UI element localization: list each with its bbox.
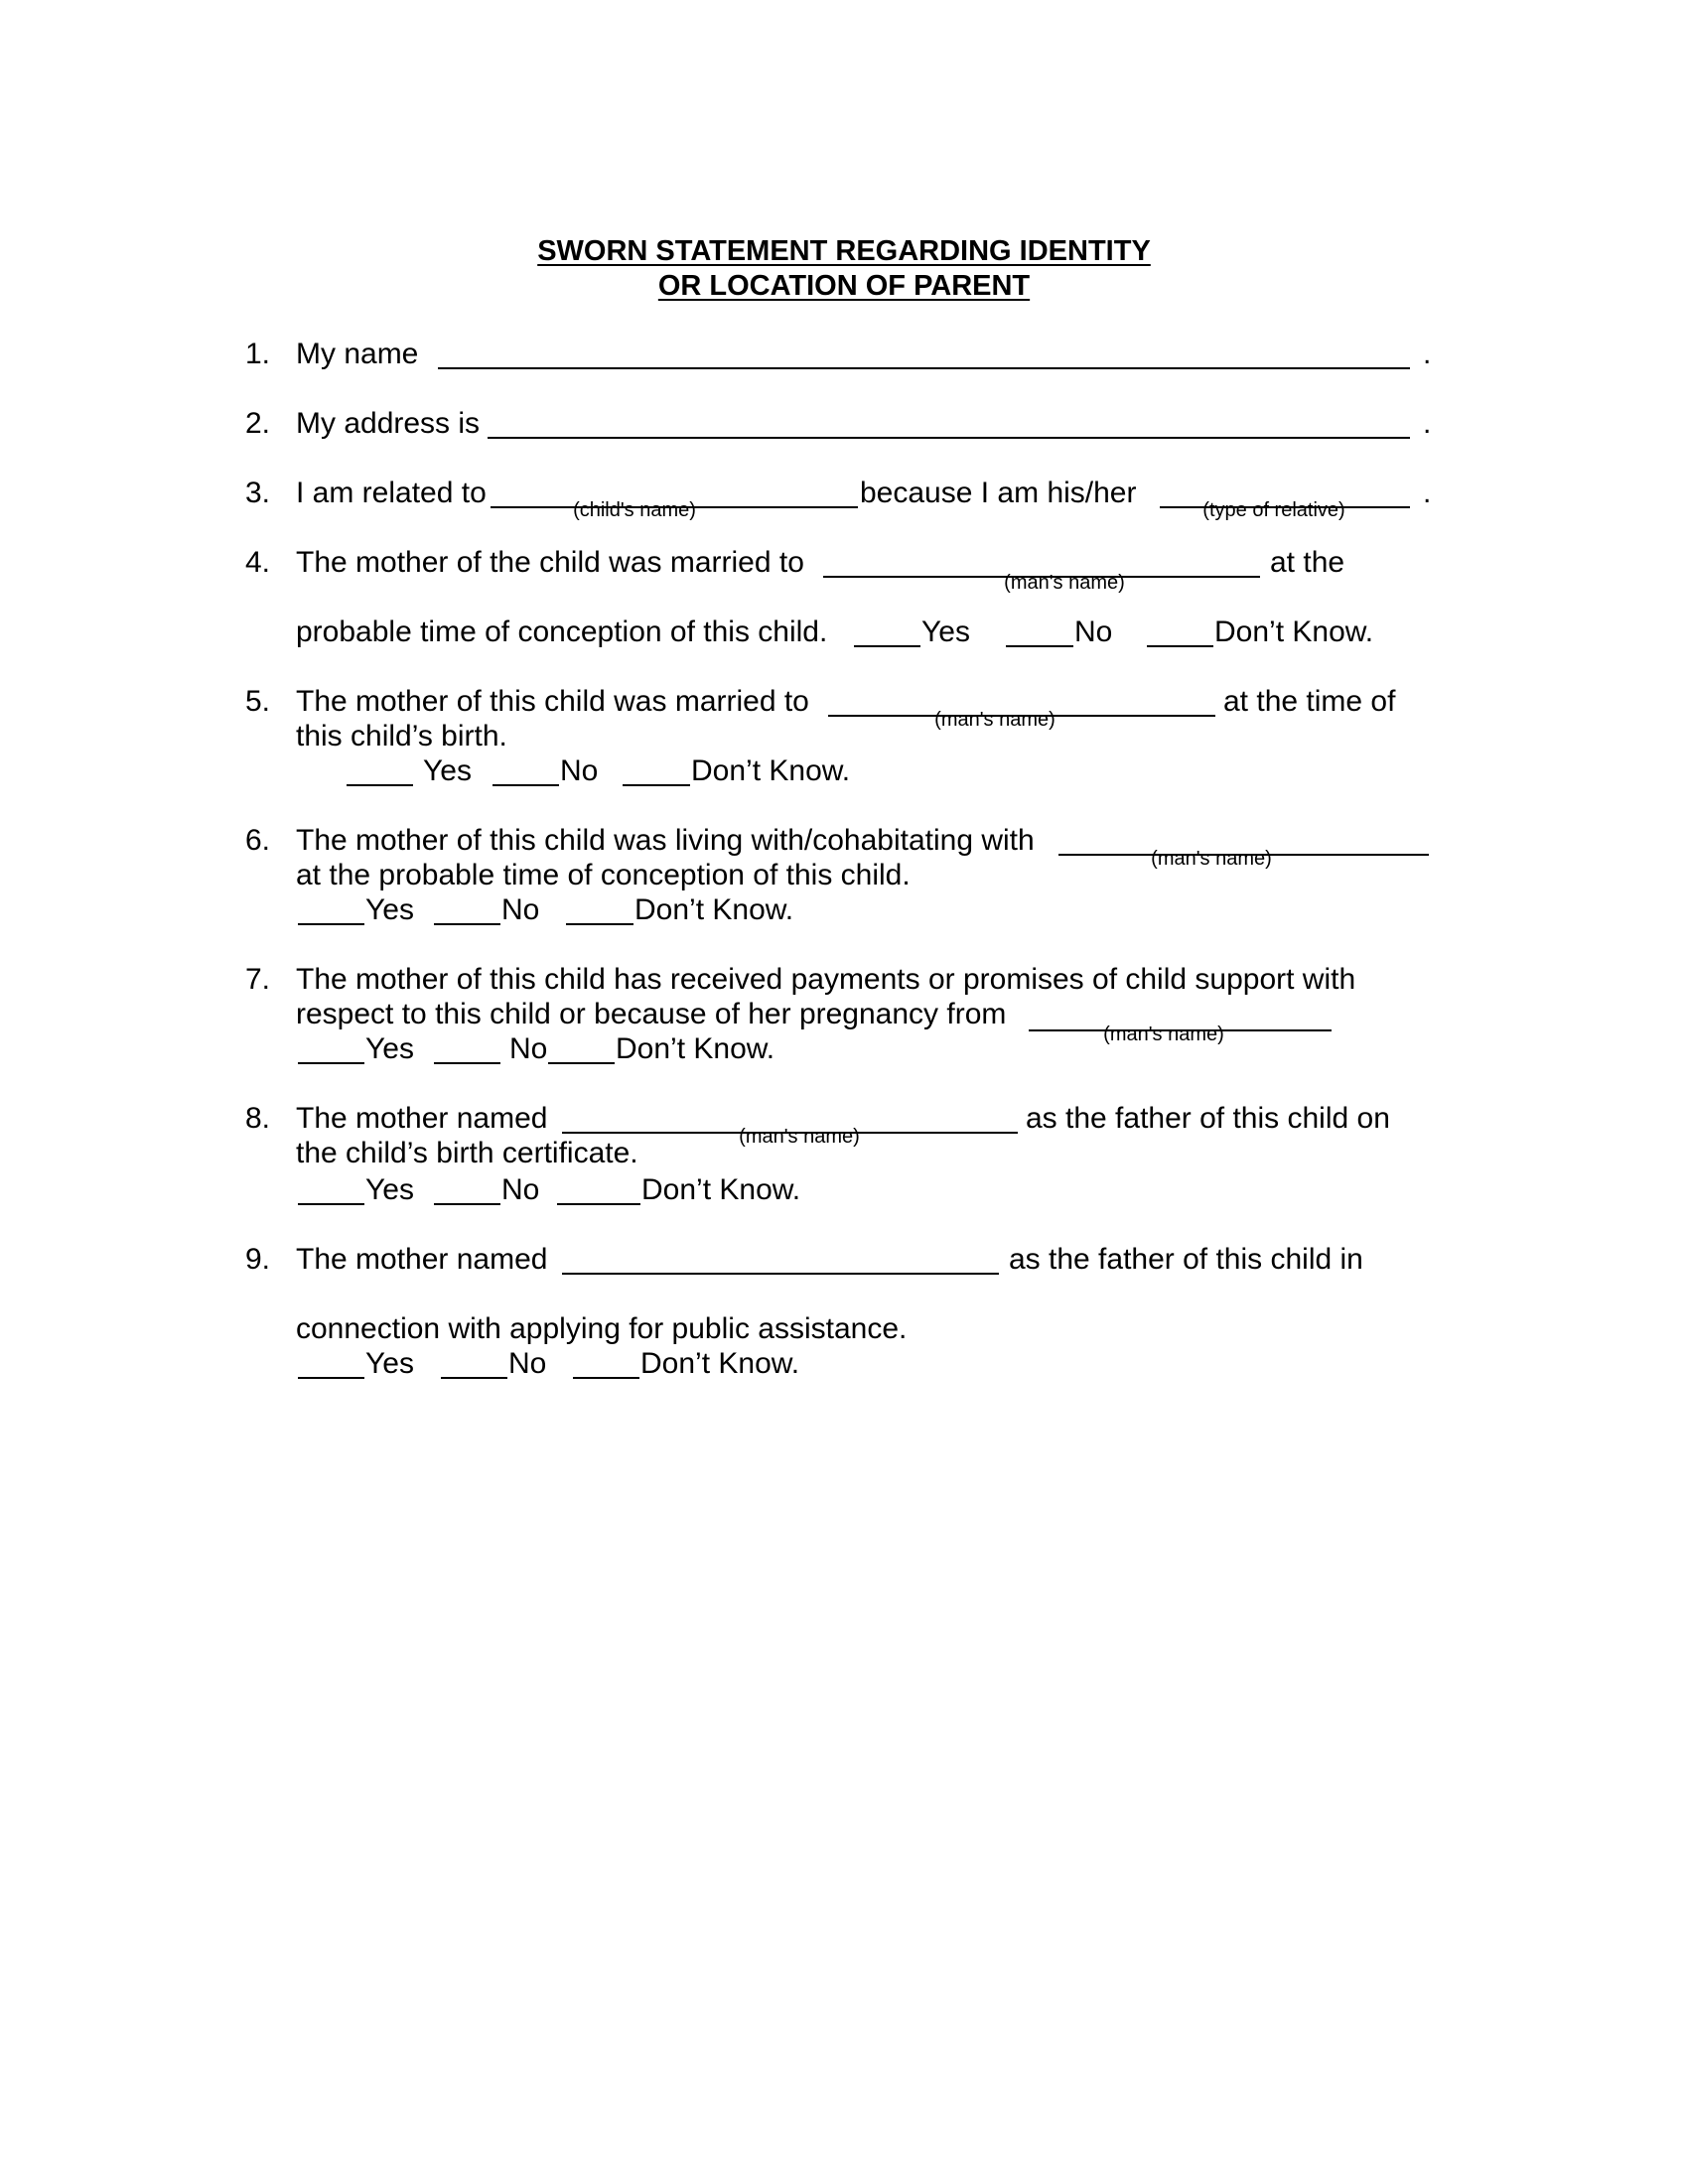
item-7-label-line2: respect to this child or because of her pregnancy from [296, 998, 1007, 1030]
item-5-label-b: at the time of [1223, 685, 1396, 718]
form-title-line-2: OR LOCATION OF PARENT [657, 270, 1031, 302]
item-7-mans-name-hint: (man's name) [1103, 1024, 1224, 1045]
item-1-number: 1. [245, 338, 271, 370]
type-of-relative-hint: (type of relative) [1202, 499, 1345, 521]
item-8-label-line2: the child’s birth certificate. [296, 1137, 638, 1169]
item-7-no-label: No [509, 1032, 548, 1065]
item-6-yes-label: Yes [365, 893, 414, 926]
item-5-label-line2: this child’s birth. [296, 720, 507, 752]
item-6-mans-name-hint: (man's name) [1151, 848, 1272, 870]
item-9-dont-know-label: Don’t Know. [640, 1347, 800, 1380]
item-4-label-line2: probable time of conception of this child. [296, 615, 828, 648]
item-6-label-a: The mother of this child was living with/cohabitating with [296, 824, 1035, 857]
item-9-no-blank[interactable] [441, 1377, 507, 1379]
item-8-mans-name-hint: (man's name) [739, 1126, 860, 1148]
item-4-no-blank[interactable] [1006, 645, 1073, 647]
item-9-label-line2: connection with applying for public assistance. [296, 1312, 908, 1345]
item-7-dont-know-blank[interactable] [548, 1062, 615, 1064]
item-5-yes-label: Yes [423, 754, 472, 787]
item-7-number: 7. [245, 963, 271, 996]
item-7-yes-label: Yes [365, 1032, 414, 1065]
item-6-no-blank[interactable] [434, 923, 500, 925]
item-7-dont-know-label: Don’t Know. [616, 1032, 775, 1065]
form-title-line-1: SWORN STATEMENT REGARDING IDENTITY [537, 235, 1151, 267]
item-6-dont-know-blank[interactable] [566, 923, 633, 925]
item-9-dont-know-blank[interactable] [573, 1377, 639, 1379]
item-5-mans-name-hint: (man's name) [934, 709, 1055, 731]
item-3-label-b: because I am his/her [860, 477, 1137, 509]
item-6-yes-blank[interactable] [298, 923, 364, 925]
my-address-field[interactable] [488, 437, 1410, 439]
item-8-label-b: as the father of this child on [1026, 1102, 1390, 1135]
item-4-label-a: The mother of the child was married to [296, 546, 804, 579]
item-8-yes-label: Yes [365, 1173, 414, 1206]
item-7-no-blank[interactable] [434, 1062, 500, 1064]
item-9-no-label: No [508, 1347, 547, 1380]
item-5-yes-blank[interactable] [347, 784, 413, 786]
item-6-number: 6. [245, 824, 271, 857]
item-3-label-a: I am related to [296, 477, 487, 509]
item-4-yes-blank[interactable] [854, 645, 920, 647]
item-8-dont-know-blank[interactable] [557, 1203, 640, 1205]
item-3-period: . [1423, 477, 1432, 509]
item-8-yes-blank[interactable] [298, 1203, 364, 1205]
item-5-label-a: The mother of this child was married to [296, 685, 809, 718]
item-4-number: 4. [245, 546, 271, 579]
item-5-no-label: No [560, 754, 599, 787]
item-9-number: 9. [245, 1243, 271, 1276]
item-2-period: . [1423, 407, 1432, 440]
item-5-number: 5. [245, 685, 271, 718]
item-9-label-b: as the father of this child in [1009, 1243, 1363, 1276]
item-6-label-line2: at the probable time of conception of this child. [296, 859, 911, 891]
item-3-number: 3. [245, 477, 271, 509]
item-9-yes-blank[interactable] [298, 1377, 364, 1379]
item-4-label-b: at the [1270, 546, 1345, 579]
item-8-label-a: The mother named [296, 1102, 548, 1135]
item-1-label: My name [296, 338, 419, 370]
item-2-label: My address is [296, 407, 481, 440]
item-8-no-label: No [501, 1173, 540, 1206]
item-2-number: 2. [245, 407, 271, 440]
item-7-label-a: The mother of this child has received payments or promises of child support with [296, 963, 1356, 996]
item-8-dont-know-label: Don’t Know. [641, 1173, 801, 1206]
my-name-field[interactable] [438, 367, 1410, 369]
item-4-dont-know-blank[interactable] [1147, 645, 1213, 647]
item-4-mans-name-hint: (man's name) [1004, 572, 1125, 594]
item-8-number: 8. [245, 1102, 271, 1135]
item-4-yes-label: Yes [921, 615, 970, 648]
item-8-no-blank[interactable] [434, 1203, 500, 1205]
item-4-no-label: No [1074, 615, 1113, 648]
item-6-no-label: No [501, 893, 540, 926]
item-9-yes-label: Yes [365, 1347, 414, 1380]
item-5-dont-know-blank[interactable] [623, 784, 690, 786]
item-7-yes-blank[interactable] [298, 1062, 364, 1064]
item-5-dont-know-label: Don’t Know. [691, 754, 851, 787]
item-9-mans-name-field[interactable] [562, 1273, 999, 1275]
item-5-no-blank[interactable] [492, 784, 559, 786]
item-4-dont-know-label: Don’t Know. [1214, 615, 1374, 648]
item-9-label-a: The mother named [296, 1243, 548, 1276]
item-1-period: . [1423, 338, 1432, 370]
item-6-dont-know-label: Don’t Know. [634, 893, 794, 926]
childs-name-hint: (child's name) [573, 499, 696, 521]
